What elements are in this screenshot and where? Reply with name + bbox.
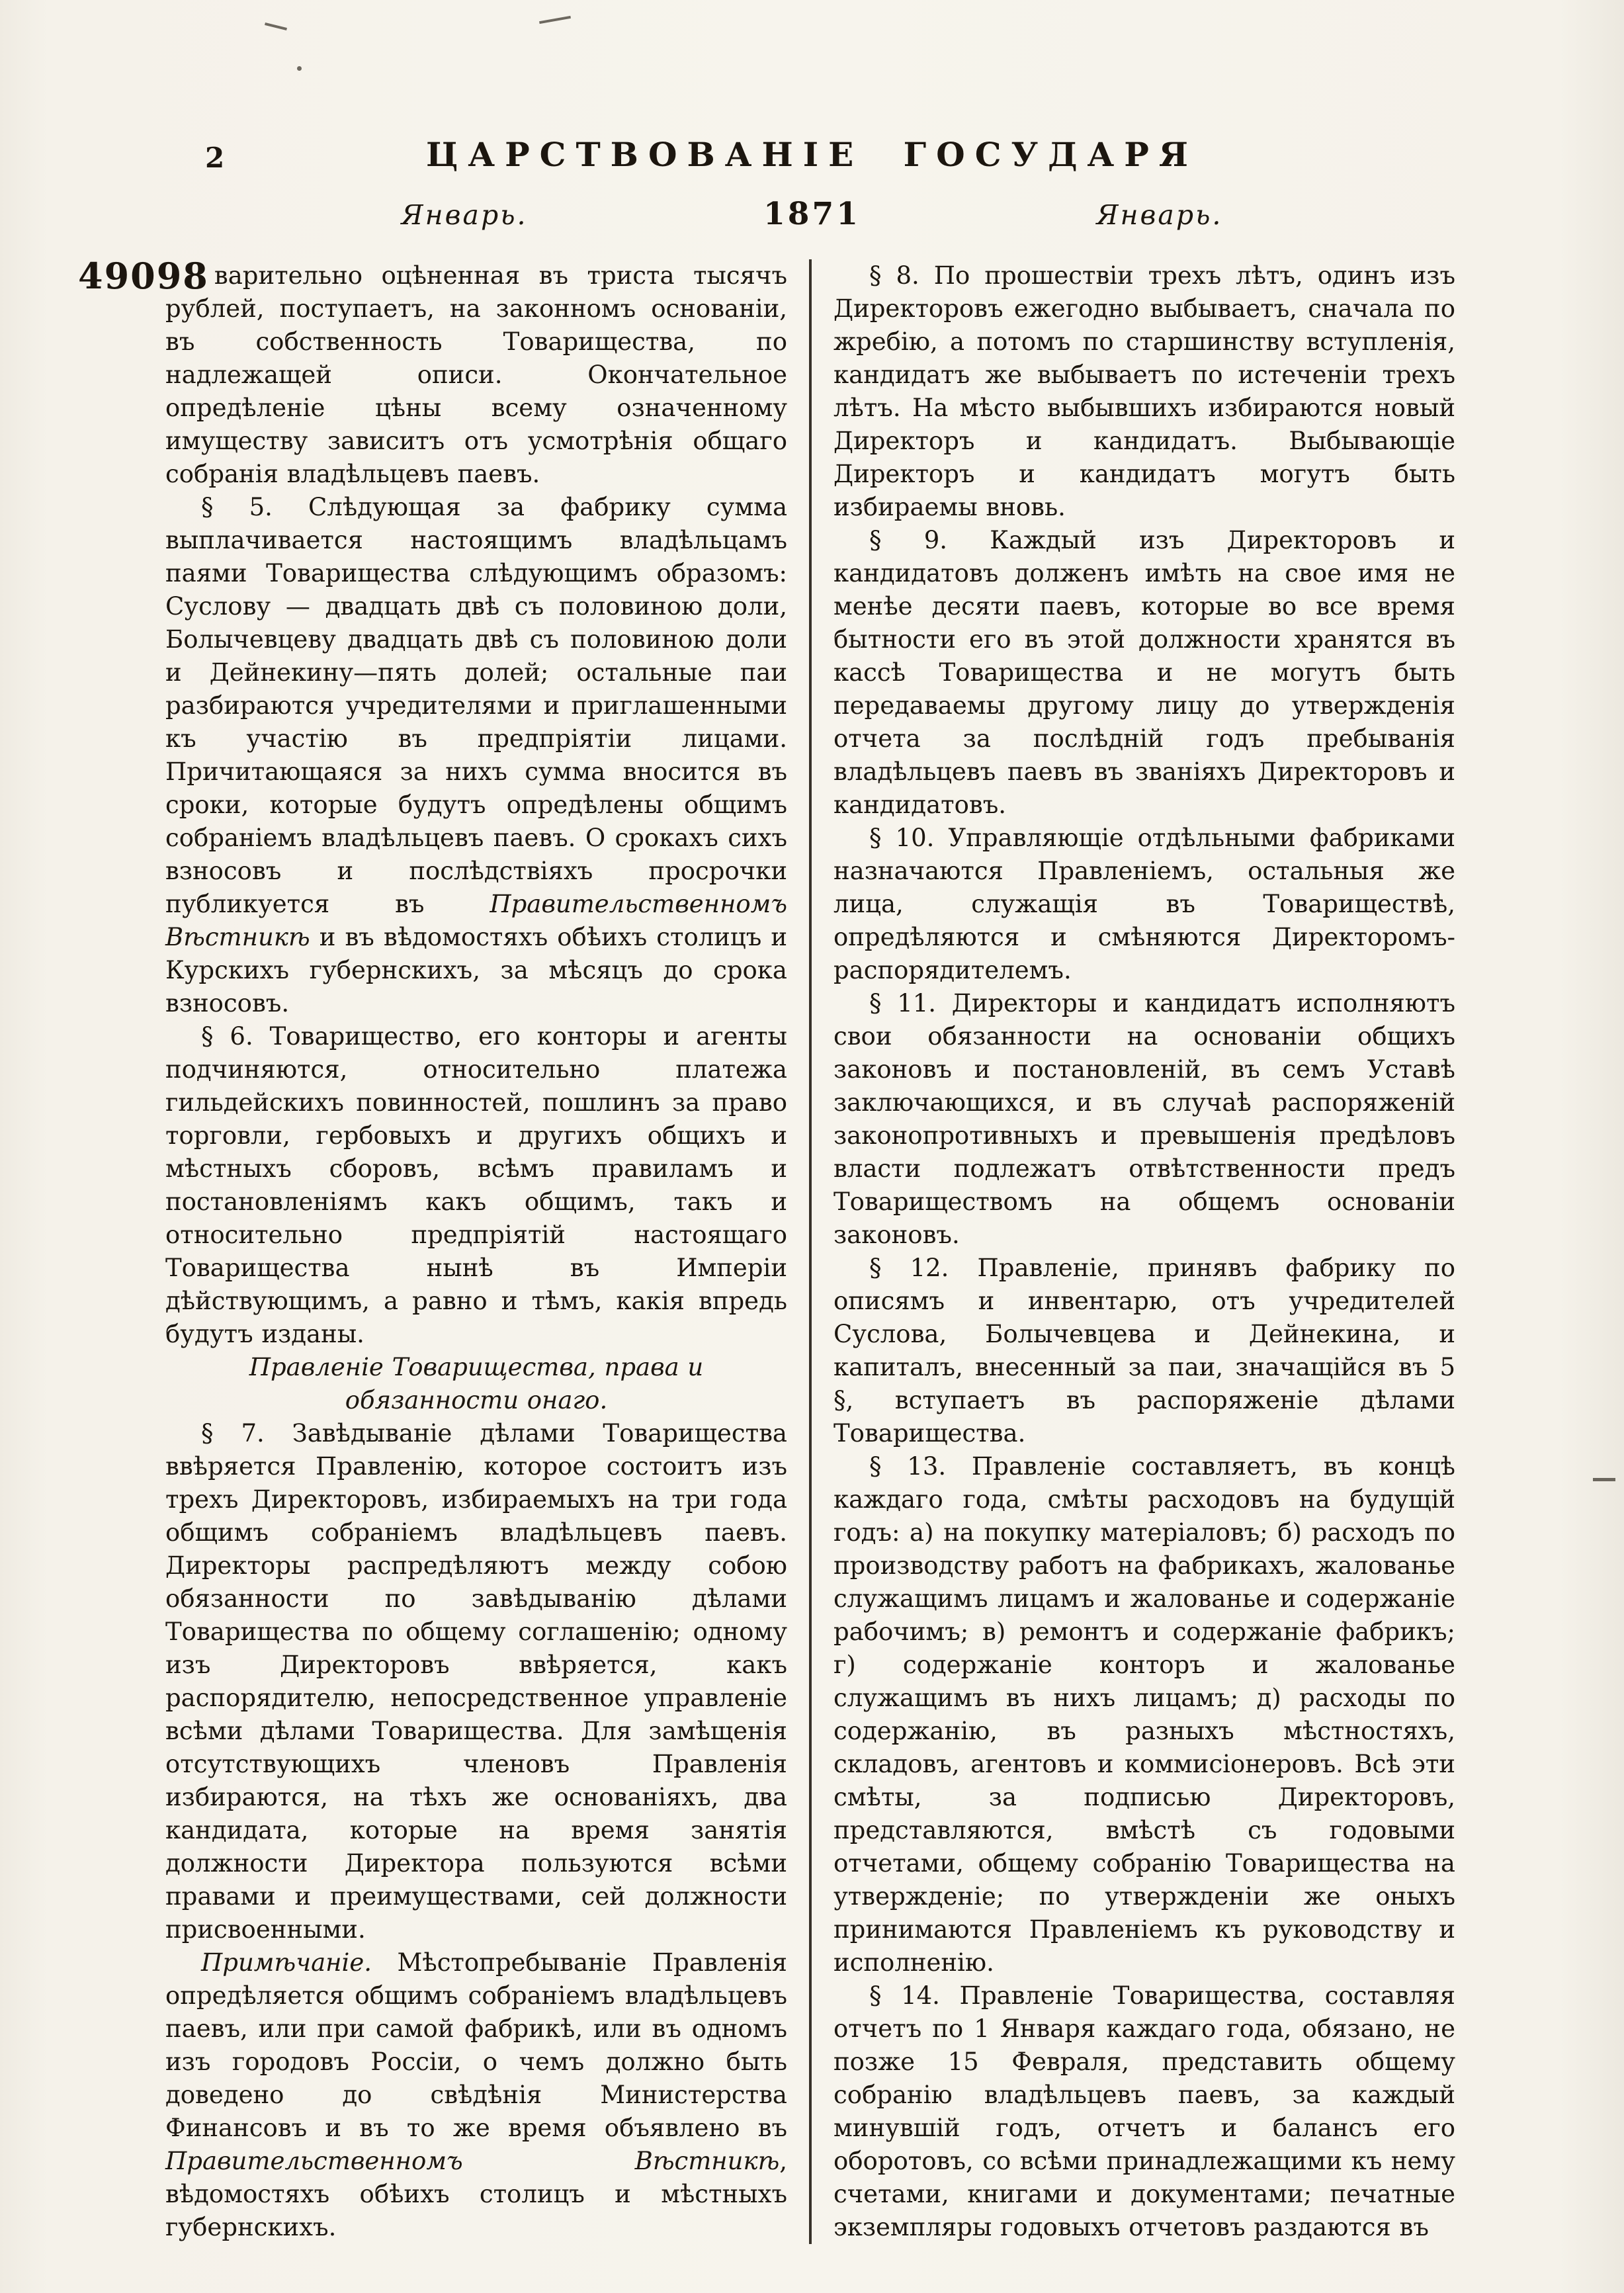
paragraph-section-11 [833,987,1455,1252]
paragraph-section-7 [165,1417,787,1946]
scan-mark [1593,1478,1615,1481]
page-header [165,135,1459,184]
paragraph-note [165,1946,787,2244]
text-run: Правительственномъ Вѣстникѣ [165,890,787,951]
scan-mark [265,22,287,30]
paragraph-section-6 [165,1020,787,1351]
date-row [165,196,1459,232]
year: 1871 [763,196,861,232]
text-run: § 11. Директоры и кандидатъ исполняютъ свои обязанности на основаніи общихъ законовъ и постановленій, въ семъ Уставѣ заключающихся, и въ случаѣ распоряженій законопротивныхъ и превышенія предѣловъ власти подлежатъ отвѣтственности предъ Товариществомъ на общемъ основаніи законовъ. [833,989,1455,1249]
text-run: и въ вѣдомостяхъ обѣихъ столицъ и Курскихъ губернскихъ, за мѣсяцъ до срока взносовъ. [165,923,787,1017]
scan-mark [539,16,571,24]
text-run: варительно оцѣненная въ триста тысячъ рублей, поступаетъ, на законномъ основаніи, въ собственность Товарищества, по надлежащей описи. Окончательное опредѣленіе цѣны всему означенному имуществу зависитъ отъ усмотрѣнія общаго собранія владѣльцевъ паевъ. [165,261,787,488]
text-run: § 6. Товарищество, его конторы и агенты подчиняются, относительно платежа гильдейскихъ повинностей, пошлинъ за право торговли, гербовыхъ и другихъ общихъ и мѣстныхъ сборовъ, всѣмъ правиламъ и постановленіямъ какъ общимъ, такъ и относительно предпріятій настоящаго Товарищества нынѣ въ Имперіи дѣйствующимъ, а равно и тѣмъ, какія впредь будутъ изданы. [165,1022,787,1348]
right-column [833,259,1455,2244]
page-title: ЦАРСТВОВАНІЕ ГОСУДАРЯ [426,135,1198,174]
text-run: § 14. Правленіе Товарищества, составляя отчетъ по 1 Января каждаго года, обязано, не позже 15 Февраля, представить общему собранію владѣльцевъ паевъ, за каждый минувшій годъ, отчетъ и балансъ его оборотовъ, со всѣми принадлежащими къ нему счетами, книгами и документами; печатные экземпляры годовыхъ отчетовъ раздаются въ [833,1981,1455,2241]
left-column [78,255,787,2244]
text-run: § 9. Каждый изъ Директоровъ и кандидатовъ долженъ имѣть на свое имя не менѣе десяти паевъ, которые во все время бытности его въ этой должности хранятся въ кассѣ Товарищества и не могутъ быть передаваемы другому лицу до утвержденія отчета за послѣдній годъ пребыванія владѣльцевъ паевъ въ званіяхъ Директоровъ и кандидатовъ. [833,526,1455,819]
text-run: § 5. Слѣдующая за фабрику сумма выплачивается настоящимъ владѣльцамъ паями Товарищества слѣдующимъ образомъ: Суслову — двадцать двѣ съ половиною доли, Болычевцеву двадцать двѣ съ половиною доли и Дейнекину—пять долей; остальные паи разбираются учредителями и приглашенными къ участію въ предпріятіи лицами. Причитающаяся за нихъ сумма вносится въ сроки, которые будутъ опредѣлены общимъ собраніемъ владѣльцевъ паевъ. О срокахъ сихъ взносовъ и послѣдствіяхъ просрочки публикуется въ [165,493,787,918]
page-body [78,255,1459,2244]
text-run: § 8. По прошествіи трехъ лѣтъ, одинъ изъ Директоровъ ежегодно выбываетъ, сначала по жребію, а потомъ по старшинству вступленія, кандидатъ же выбываетъ по истеченіи трехъ лѣтъ. На мѣсто выбывшихъ избираются новый Директоръ и кандидатъ. Выбывающіе Директоръ и кандидатъ могутъ быть избираемы вновь. [833,261,1455,521]
text-run: Примѣчаніе. [201,1948,398,1977]
column-divider [809,259,812,2244]
paragraph-section-13 [833,1450,1455,1979]
paragraph-section-8 [833,259,1455,524]
text-run: Мѣстопребываніе Правленія опредѣляется общимъ собраніемъ владѣльцевъ паевъ, или при самой фабрикѣ, или въ одномъ изъ городовъ Россіи, о чемъ должно быть доведено до свѣдѣнія Министерства Финансовъ и въ то же время объявлено въ [165,1948,787,2142]
paragraph-section-9 [833,524,1455,822]
text-run: Правленіе Товарищества, права и обязанности онаго. [249,1353,704,1414]
paragraph-section-14 [833,1979,1455,2244]
paragraph-section-10 [833,822,1455,987]
paragraph-section-12 [833,1252,1455,1450]
scan-mark [297,66,302,71]
paragraph-section-5 [165,491,787,1020]
page-number: 2 [205,142,226,174]
text-run: § 7. Завѣдываніе дѣлами Товарищества ввѣряется Правленію, которое состоитъ изъ трехъ Директоровъ, избираемыхъ на три года общимъ собраніемъ владѣльцевъ паевъ. Директоры распредѣляютъ между собою обязанности по завѣдыванію дѣлами Товарищества по общему соглашенію; одному изъ Директоровъ ввѣряется, какъ распорядителю, непосредственное управленіе всѣми дѣлами Товарищества. Для замѣщенія отсутствующихъ членовъ Правленія избираются, на тѣхъ же основаніяхъ, два кандидата, которые на время занятія должности Директора пользуются всѣми правами и преимуществами, сей должности присвоенными. [165,1419,787,1944]
month-right: Январь. [1096,199,1223,231]
text-run: , вѣдомостяхъ обѣихъ столицъ и мѣстныхъ губернскихъ. [165,2147,787,2241]
text-run: § 10. Управляющіе отдѣльными фабриками назначаются Правленіемъ, остальныя же лица, служащія въ Товариществѣ, опредѣляются и смѣняются Директоромъ-распорядителемъ. [833,824,1455,984]
section-heading [165,1351,787,1417]
text-run: § 13. Правленіе составляетъ, въ концѣ каждаго года, смѣты расходовъ на будущій годъ: а) на покупку матеріаловъ; б) расходъ по производству работъ на фабрикахъ, жалованье служащимъ лицамъ и жалованье и содержаніе рабочимъ; в) ремонтъ и содержаніе фабрикъ; г) содержаніе конторъ и жалованье служащимъ въ нихъ лицамъ; д) расходы по содержанію, въ разныхъ мѣстностяхъ, складовъ, агентовъ и коммисіонеровъ. Всѣ эти смѣты, за подписью Директоровъ, представляются, вмѣстѣ съ годовыми отчетами, общему собранію Товарищества на утвержденіе; по утвержденіи же оныхъ принимаются Правленіемъ къ руководству и исполненію. [833,1452,1455,1977]
text-run: Правительственномъ Вѣстникѣ [165,2147,780,2175]
month-left: Январь. [401,199,528,231]
text-run: § 12. Правленіе, принявъ фабрику по описямъ и инвентарю, отъ учредителей Суслова, Болычевцева и Дейнекина, и капиталъ, внесенный за паи, значащійся въ 5 §, вступаетъ въ распоряженіе дѣлами Товарищества. [833,1254,1455,1448]
act-number: 49098 [78,255,209,297]
paragraph-continuation [78,255,787,491]
